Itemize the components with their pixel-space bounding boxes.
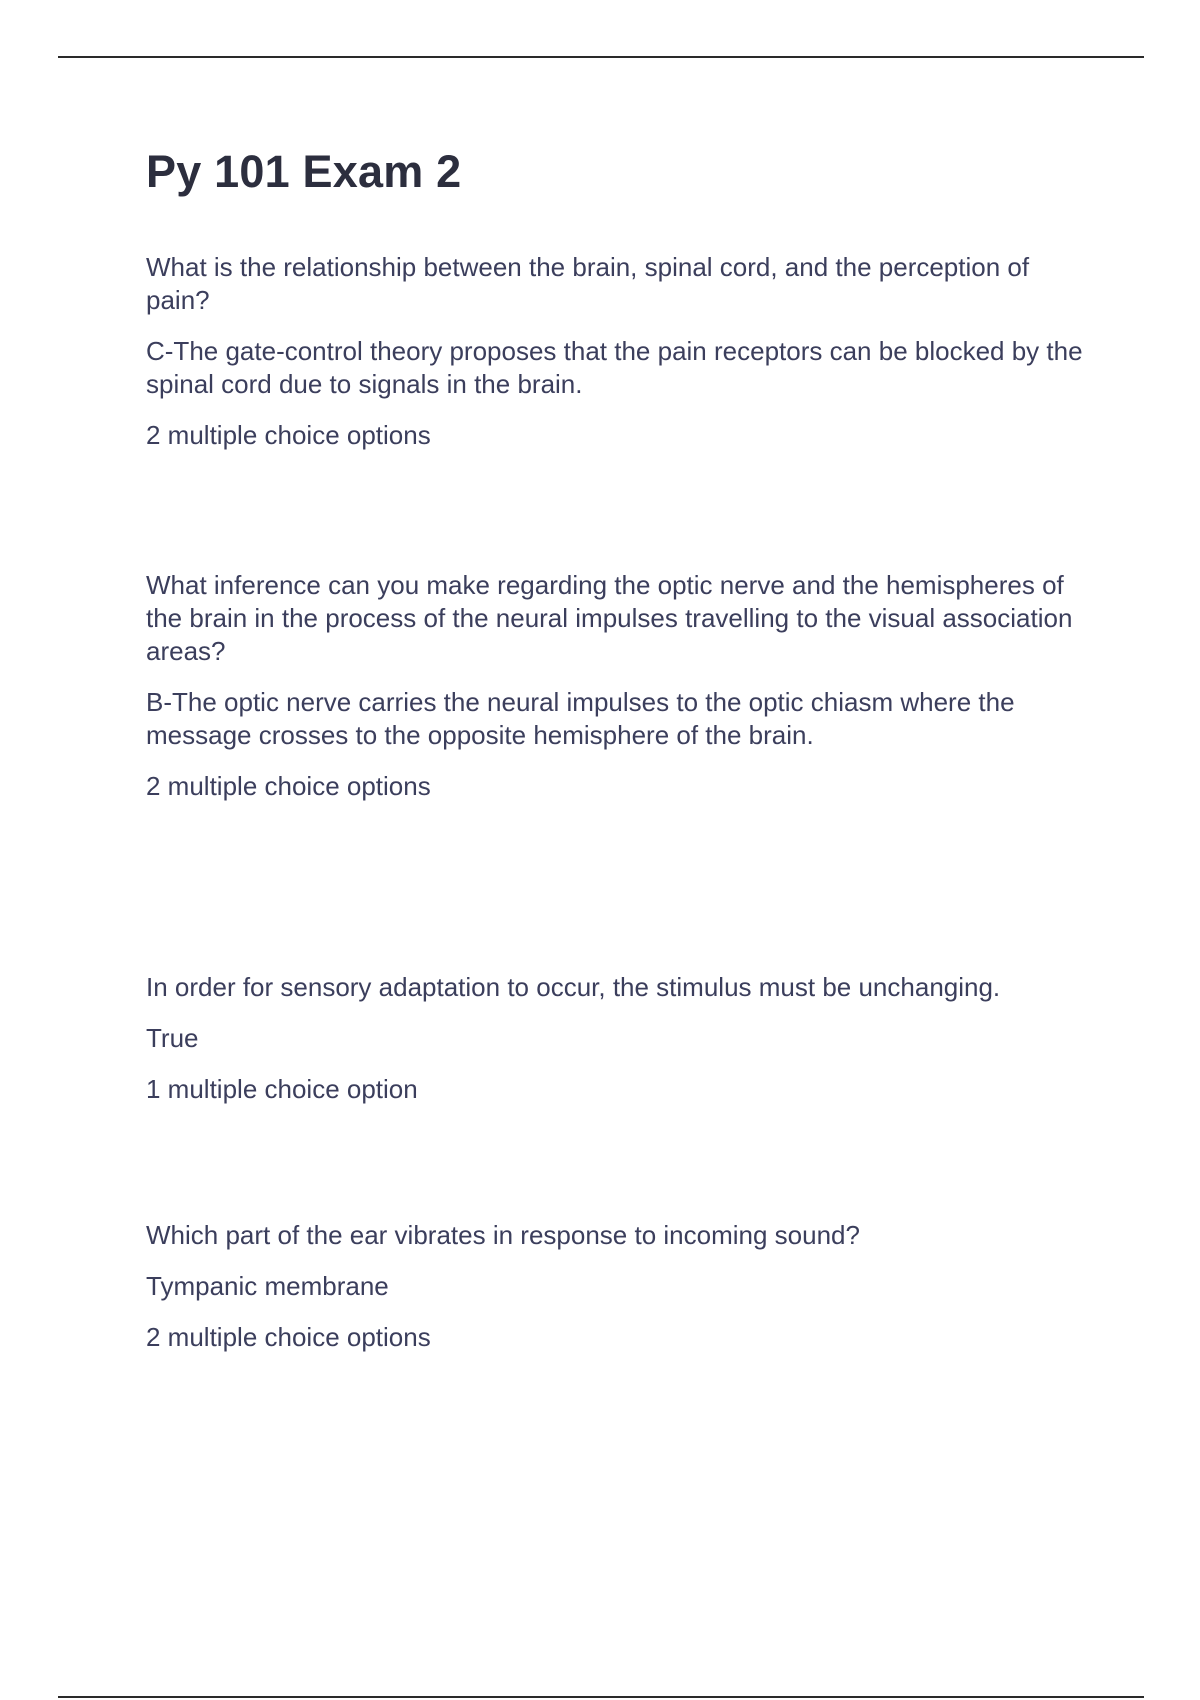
flashcard	[146, 569, 1096, 803]
question-text: What inference can you make regarding the optic nerve and the hemispheres of the brain in the process of the neural impulses travelling to the visual association areas?	[146, 570, 1073, 666]
options-count: 2 multiple choice options	[146, 420, 431, 450]
question-text: Which part of the ear vibrates in response to incoming sound?	[146, 1220, 860, 1250]
flashcard	[146, 251, 1096, 452]
answer-text: Tympanic membrane	[146, 1271, 389, 1301]
answer-text: C-The gate-control theory proposes that the pain receptors can be blocked by the spinal cord due to signals in the brain.	[146, 336, 1083, 399]
question-text: In order for sensory adaptation to occur, the stimulus must be unchanging.	[146, 972, 1001, 1002]
flashcard	[146, 971, 1096, 1106]
options-count: 1 multiple choice option	[146, 1074, 418, 1104]
flashcard	[146, 1219, 1096, 1354]
answer-text: True	[146, 1023, 199, 1053]
options-count: 2 multiple choice options	[146, 1322, 431, 1352]
question-text: What is the relationship between the brain, spinal cord, and the perception of pain?	[146, 252, 1030, 315]
top-divider	[58, 56, 1144, 58]
bottom-divider	[58, 1696, 1144, 1698]
options-count: 2 multiple choice options	[146, 771, 431, 801]
page-title: Py 101 Exam 2	[146, 146, 462, 197]
answer-text: B-The optic nerve carries the neural impulses to the optic chiasm where the message crosses to the opposite hemisphere of the brain.	[146, 687, 1015, 750]
